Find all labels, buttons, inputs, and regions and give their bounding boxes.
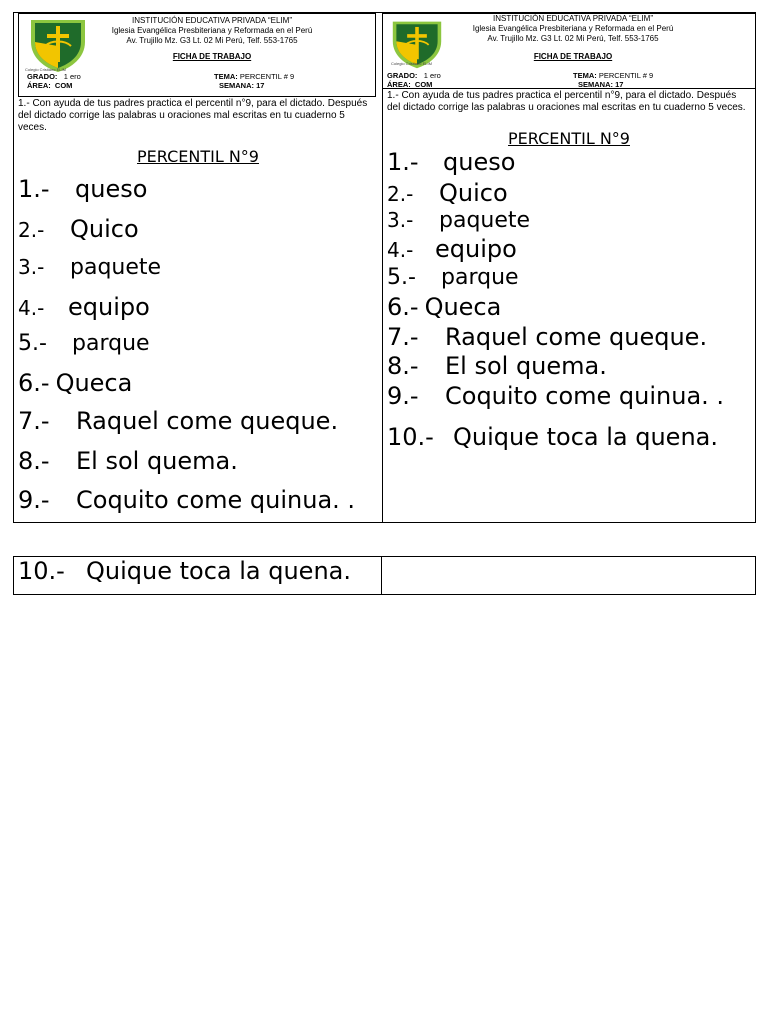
list-item: 5.- parque [387, 265, 519, 290]
area-label: ÁREA: [27, 81, 51, 90]
overflow-table [13, 556, 756, 595]
ficha-title: FICHA DE TRABAJO [533, 52, 613, 61]
percentil-title: PERCENTIL N°9 [508, 129, 630, 148]
instructions-text: 1.- Con ayuda de tus padres practica el percentil n°9, para el dictado. Después del dictado corrige las palabras u oraciones mal escritas en tu cuaderno 5 veces. [18, 98, 368, 133]
list-item: 5.- parque [18, 331, 150, 356]
right-worksheet [383, 13, 755, 522]
logo-caption: Colegio Cristiano ELIM [25, 67, 66, 72]
list-item: 2.- Quico [18, 215, 139, 243]
school-address: Av. Trujillo Mz. G3 Lt. 02 Mi Perú, Telf. 553-1765 [126, 36, 298, 45]
column-divider [381, 557, 382, 594]
list-item: 7.- Raquel come queque. [387, 323, 708, 351]
area-value: COM [414, 80, 433, 89]
list-item: 1.- queso [18, 175, 148, 203]
list-item: 3.- paquete [18, 255, 162, 280]
grado-value: 1 ero [63, 72, 81, 81]
list-item: 6.- Queca [387, 293, 502, 321]
church-name: Iglesia Evangélica Presbiteriana y Reformada en el Perú [111, 26, 313, 35]
left-worksheet [14, 13, 382, 522]
tema-label: TEMA: [214, 72, 238, 81]
school-address: Av. Trujillo Mz. G3 Lt. 02 Mi Perú, Telf. 553-1765 [487, 34, 659, 43]
logo-caption: Colegio Cristiano ELIM [391, 61, 432, 66]
list-item: 10.- Quique toca la quena. [18, 557, 351, 585]
institution-name: INSTITUCIÓN EDUCATIVA PRIVADA “ELIM” [131, 16, 293, 25]
percentil-title: PERCENTIL N°9 [137, 147, 259, 166]
semana-value: 17 [615, 80, 624, 89]
list-item: 10.- Quique toca la quena. [387, 423, 718, 451]
semana-value: 17 [256, 81, 265, 90]
list-item: 1.- queso [387, 148, 516, 176]
area-value: COM [54, 81, 73, 90]
ficha-title: FICHA DE TRABAJO [172, 52, 252, 61]
list-item: 9.- Coquito come quinua. . [18, 486, 356, 514]
worksheet-table [13, 12, 756, 523]
school-header [383, 13, 755, 89]
grado-label: GRADO: [387, 71, 418, 80]
tema-label: TEMA: [573, 71, 597, 80]
semana-label: SEMANA: [578, 80, 613, 89]
institution-name: INSTITUCIÓN EDUCATIVA PRIVADA “ELIM” [492, 14, 654, 23]
list-item: 8.- El sol quema. [387, 352, 607, 380]
church-name: Iglesia Evangélica Presbiteriana y Reformada en el Perú [472, 24, 674, 33]
list-item: 7.- Raquel come queque. [18, 407, 339, 435]
list-item: 9.- Coquito come quinua. . [387, 382, 725, 410]
list-item: 8.- El sol quema. [18, 447, 238, 475]
instructions-text: 1.- Con ayuda de tus padres practica el percentil n°9, para el dictado. Después del dictado corrige las palabras u oraciones mal escritas en tu cuaderno 5 veces. [387, 90, 746, 113]
tema-value: PERCENTIL # 9 [598, 71, 654, 80]
list-item: 3.- paquete [387, 208, 531, 233]
grado-label: GRADO: [27, 72, 58, 81]
grado-value: 1 ero [423, 71, 441, 80]
list-item: 4.- equipo [18, 293, 150, 321]
area-label: ÁREA: [387, 80, 411, 89]
list-item: 4.- equipo [387, 235, 517, 263]
school-header [18, 13, 376, 97]
list-item: 2.- Quico [387, 179, 508, 207]
tema-value: PERCENTIL # 9 [239, 72, 295, 81]
semana-label: SEMANA: [219, 81, 254, 90]
list-item: 6.- Queca [18, 369, 133, 397]
